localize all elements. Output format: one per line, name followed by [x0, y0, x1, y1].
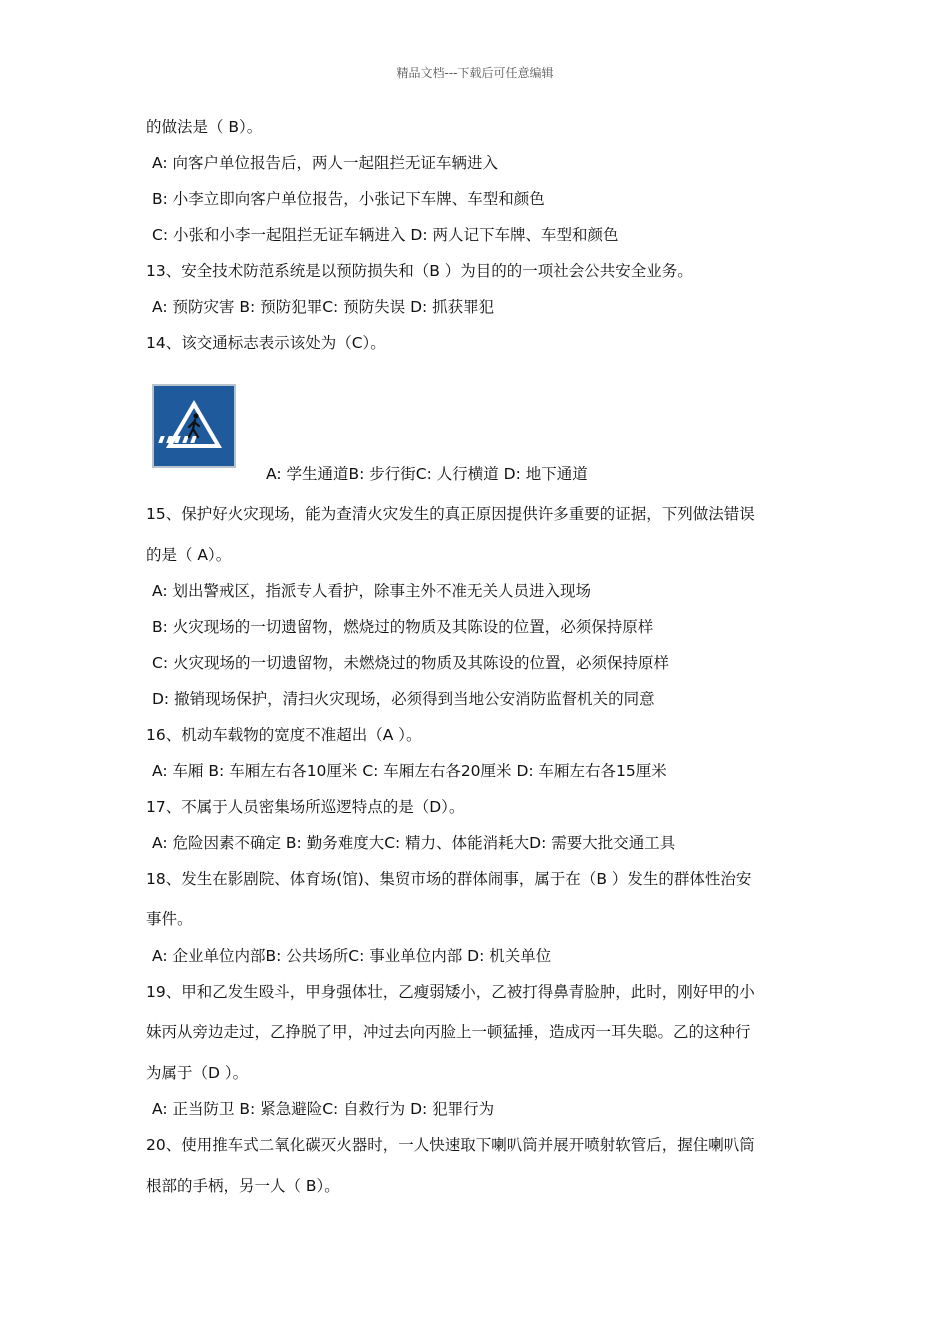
question-14: 14、该交通标志表示该处为（C）。: [146, 334, 386, 352]
option-line: A: 车厢 B: 车厢左右各10厘米 C: 车厢左右各20厘米 D: 车厢左右各15厘米: [152, 762, 667, 780]
text-line: 妹丙从旁边走过，乙挣脱了甲，冲过去向丙脸上一顿猛捶，造成丙一耳失聪。乙的这种行: [146, 1023, 751, 1041]
text-line: 的做法是（ B）。: [146, 118, 263, 136]
option-line: C: 小张和小李一起阻拦无证车辆进入 D: 两人记下车牌、车型和颜色: [152, 226, 619, 244]
option-line: A: 企业单位内部B: 公共场所C: 事业单位内部 D: 机关单位: [152, 947, 552, 965]
question-18: 18、发生在影剧院、体育场(馆)、集贸市场的群体闹事，属于在（B ）发生的群体性治安: [146, 870, 752, 888]
question-17: 17、不属于人员密集场所巡逻特点的是（D）。: [146, 798, 465, 816]
option-line: A: 预防灾害 B: 预防犯罪C: 预防失误 D: 抓获罪犯: [152, 298, 495, 316]
question-13: 13、安全技术防范系统是以预防损失和（B ）为目的的一项社会公共安全业务。: [146, 262, 693, 280]
text-line: 为属于（D ）。: [146, 1064, 249, 1082]
pedestrian-crossing-sign-icon: [152, 384, 236, 468]
option-line: A: 危险因素不确定 B: 勤务难度大C: 精力、体能消耗大D: 需要大批交通工具: [152, 834, 676, 852]
question-20: 20、使用推车式二氧化碳灭火器时，一人快速取下喇叭筒并展开喷射软管后，握住喇叭筒: [146, 1136, 755, 1154]
option-line: A: 学生通道B: 步行街C: 人行横道 D: 地下通道: [266, 465, 588, 483]
option-line: A: 向客户单位报告后，两人一起阻拦无证车辆进入: [152, 154, 498, 172]
option-line: B: 小李立即向客户单位报告，小张记下车牌、车型和颜色: [152, 190, 545, 208]
text-line: 事件。: [146, 910, 193, 928]
option-line: A: 划出警戒区，指派专人看护，除事主外不准无关人员进入现场: [152, 582, 591, 600]
option-line: A: 正当防卫 B: 紧急避险C: 自救行为 D: 犯罪行为: [152, 1100, 495, 1118]
text-line: 根部的手柄，另一人（ B）。: [146, 1177, 340, 1195]
option-line: D: 撤销现场保护，清扫火灾现场，必须得到当地公安消防监督机关的同意: [152, 690, 655, 708]
question-15: 15、保护好火灾现场，能为查清火灾发生的真正原因提供许多重要的证据，下列做法错误: [146, 505, 755, 523]
option-line: B: 火灾现场的一切遗留物，燃烧过的物质及其陈设的位置，必须保持原样: [152, 618, 654, 636]
option-line: C: 火灾现场的一切遗留物，未燃烧过的物质及其陈设的位置，必须保持原样: [152, 654, 669, 672]
question-16: 16、机动车载物的宽度不准超出（A ）。: [146, 726, 422, 744]
question-19: 19、甲和乙发生殴斗，甲身强体壮，乙瘦弱矮小，乙被打得鼻青脸肿，此时，刚好甲的小: [146, 983, 755, 1001]
text-line: 的是（ A）。: [146, 546, 232, 564]
page-header: 精品文档---下载后可任意编辑: [396, 66, 554, 80]
